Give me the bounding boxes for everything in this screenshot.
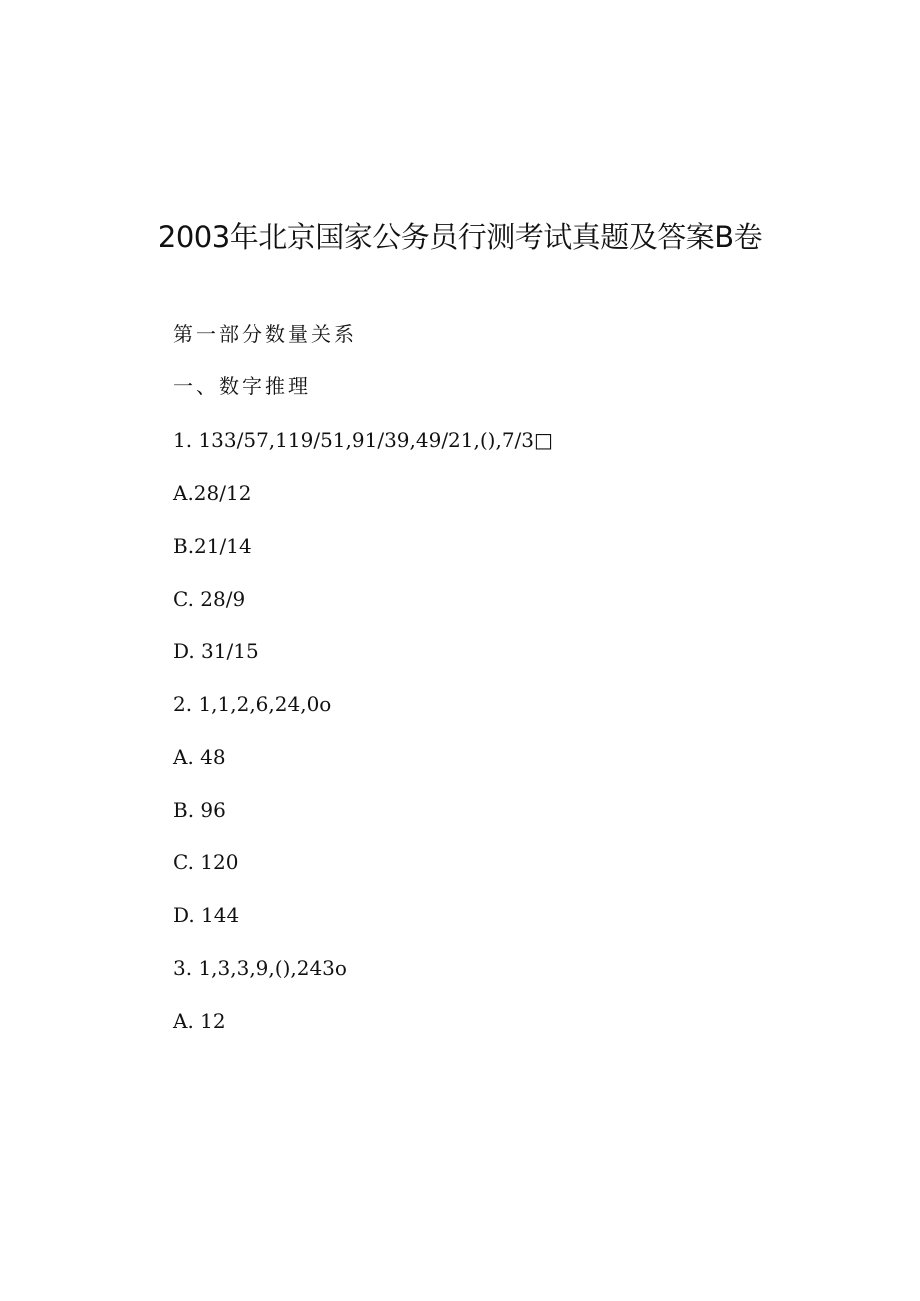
question-2-option-c: C. 120 <box>173 850 239 874</box>
question-1-option-c: C. 28/9 <box>173 587 246 611</box>
question-2-option-b: B. 96 <box>173 798 226 822</box>
section-heading: 第一部分数量关系 <box>173 322 357 346</box>
question-1-stem: 1. 133/57,119/51,91/39,49/21,(),7/3□ <box>173 428 553 452</box>
question-2-option-a: A. 48 <box>173 745 226 769</box>
subsection-heading: 一、数字推理 <box>173 374 311 398</box>
question-1-option-d: D. 31/15 <box>173 639 259 663</box>
document-title: 2003年北京国家公务员行测考试真题及答案B卷 <box>157 220 763 254</box>
question-1-option-a: A.28/12 <box>173 481 252 505</box>
question-3-stem: 3. 1,3,3,9,(),243o <box>173 956 347 980</box>
question-3-option-a: A. 12 <box>173 1009 226 1033</box>
question-2-option-d: D. 144 <box>173 903 240 927</box>
question-2-stem: 2. 1,1,2,6,24,0o <box>173 692 332 716</box>
question-1-option-b: B.21/14 <box>173 534 252 558</box>
